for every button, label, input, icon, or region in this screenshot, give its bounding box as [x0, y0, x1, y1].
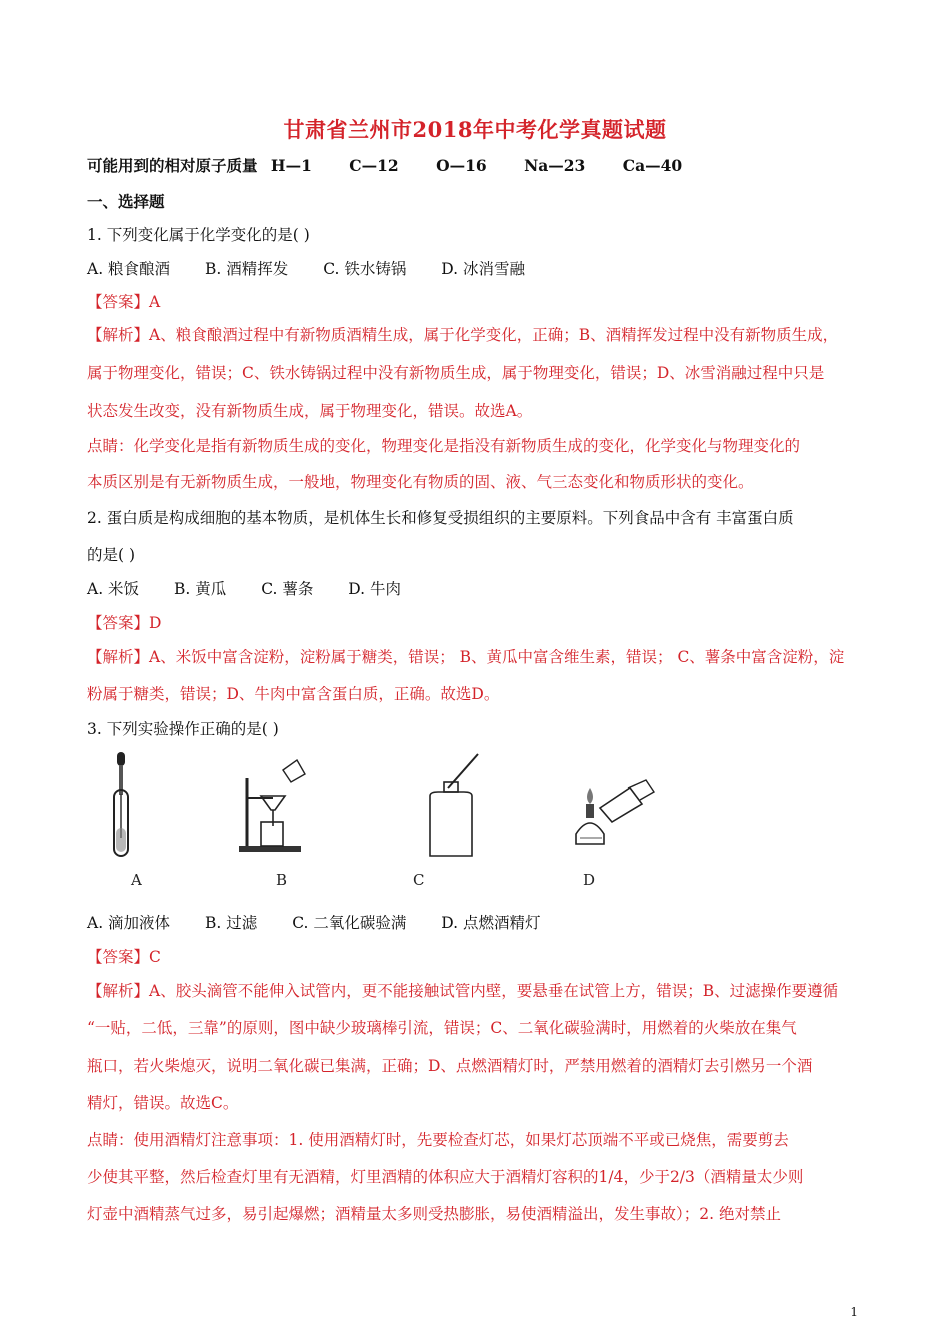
q2-option: B. 黄瓜: [174, 580, 227, 598]
figure-label: D: [583, 871, 596, 889]
q2-option: A. 米饭: [87, 580, 140, 598]
q3-option: C. 二氧化碳验满: [292, 914, 407, 932]
q3-option: A. 滴加液体: [87, 914, 171, 932]
q1-options: [87, 257, 555, 279]
figure-label: C: [413, 871, 425, 889]
q3-tip-line: 点睛：使用酒精灯注意事项：1. 使用酒精灯时，先要检查灯芯，如果灯芯顶端不平或已烧焦，需要剪去: [87, 1131, 789, 1149]
q2-answer: 【答案】D: [87, 614, 162, 632]
q2-analysis-line: 【解析】A、米饭中富含淀粉，淀粉属于糖类，错误； B、黄瓜中富含维生素，错误； C、薯条中富含淀粉，淀: [87, 648, 845, 666]
q3-analysis-line: 【解析】A、胶头滴管不能伸入试管内，更不能接触试管内壁，要悬垂在试管上方，错误；B、过滤操作要遵循: [87, 982, 839, 1000]
q1-analysis-line: 【解析】A、粮食酿酒过程中有新物质酒精生成，属于化学变化，正确；B、酒精挥发过程中没有新物质生成，: [87, 326, 839, 344]
q3-option: D. 点燃酒精灯: [441, 914, 541, 932]
mass-item: H—1: [270, 156, 312, 175]
figure-label: A: [131, 871, 142, 889]
q3-figures: [95, 748, 715, 898]
mass-item: Na—23: [524, 156, 586, 175]
q1-option: C. 铁水铸锅: [323, 260, 407, 278]
relative-mass-label: 可能用到的相对原子质量: [87, 156, 258, 175]
page-title: 甘肃省兰州市2018年中考化学真题试题: [283, 117, 667, 142]
q1-tip-line: 点睛：化学变化是指有新物质生成的变化，物理变化是指没有新物质生成的变化，化学变化与物理变化的: [87, 437, 801, 455]
section-heading: 一、选择题: [87, 192, 165, 211]
q3-analysis-line: “一贴，二低，三靠”的原则，图中缺少玻璃棒引流，错误；C、二氧化碳验满时，用燃着的火柴放在集气: [87, 1019, 797, 1037]
figure-label: B: [276, 871, 288, 889]
relative-mass-line: [87, 154, 682, 176]
page-number: 1: [850, 1305, 858, 1319]
q2-options: [87, 577, 431, 599]
q3-analysis-line: 精灯，错误。故选C。: [87, 1094, 239, 1112]
mass-item: C—12: [349, 156, 399, 175]
q1-answer: 【答案】A: [87, 293, 161, 311]
dropper-test-tube-figure: [100, 748, 150, 863]
q2-stem: 2. 蛋白质是构成细胞的基本物质，是机体生长和修复受损组织的主要原料。下列食品中含有 丰富蛋白质: [87, 509, 794, 527]
q1-option: B. 酒精挥发: [205, 260, 289, 278]
q3-tip-line: 灯壶中酒精蒸气过多，易引起爆燃；酒精量太多则受热膨胀，易使酒精溢出，发生事故）；2. 绝对禁止: [87, 1205, 781, 1223]
q1-analysis-line: 状态发生改变，没有新物质生成，属于物理变化，错误。故选A。: [87, 402, 533, 420]
q3-stem: 3. 下列实验操作正确的是( ): [87, 720, 279, 738]
q3-option: B. 过滤: [205, 914, 258, 932]
q2-option: C. 薯条: [261, 580, 314, 598]
mass-item: O—16: [436, 156, 487, 175]
q3-answer: 【答案】C: [87, 948, 161, 966]
gas-jar-figure: [418, 748, 488, 863]
filtration-figure: [233, 748, 313, 863]
q2-stem: 的是( ): [87, 546, 136, 564]
q1-stem: 1. 下列变化属于化学变化的是( ): [87, 226, 310, 244]
q1-option: D. 冰消雪融: [441, 260, 526, 278]
q3-options: [87, 911, 571, 933]
q3-tip-line: 少使其平整，然后检查灯里有无酒精，灯里酒精的体积应大于酒精灯容积的1/4，少于2/3（酒精量太少则: [87, 1168, 804, 1186]
q1-analysis-line: 属于物理变化，错误；C、铁水铸锅过程中没有新物质生成，属于物理变化，错误；D、冰雪消融过程中只是: [87, 364, 825, 382]
alcohol-lamp-figure: [570, 748, 680, 863]
q2-analysis-line: 粉属于糖类，错误；D、牛肉中富含蛋白质，正确。故选D。: [87, 685, 500, 703]
q3-analysis-line: 瓶口，若火柴熄灭，说明二氧化碳已集满，正确；D、点燃酒精灯时，严禁用燃着的酒精灯去引燃另一个酒: [87, 1057, 813, 1075]
mass-item: Ca—40: [622, 156, 683, 175]
q1-tip-line: 本质区别是有无新物质生成，一般地，物理变化有物质的固、液、气三态变化和物质形状的变化。: [87, 473, 754, 491]
q2-option: D. 牛肉: [348, 580, 402, 598]
q1-option: A. 粮食酿酒: [87, 260, 171, 278]
